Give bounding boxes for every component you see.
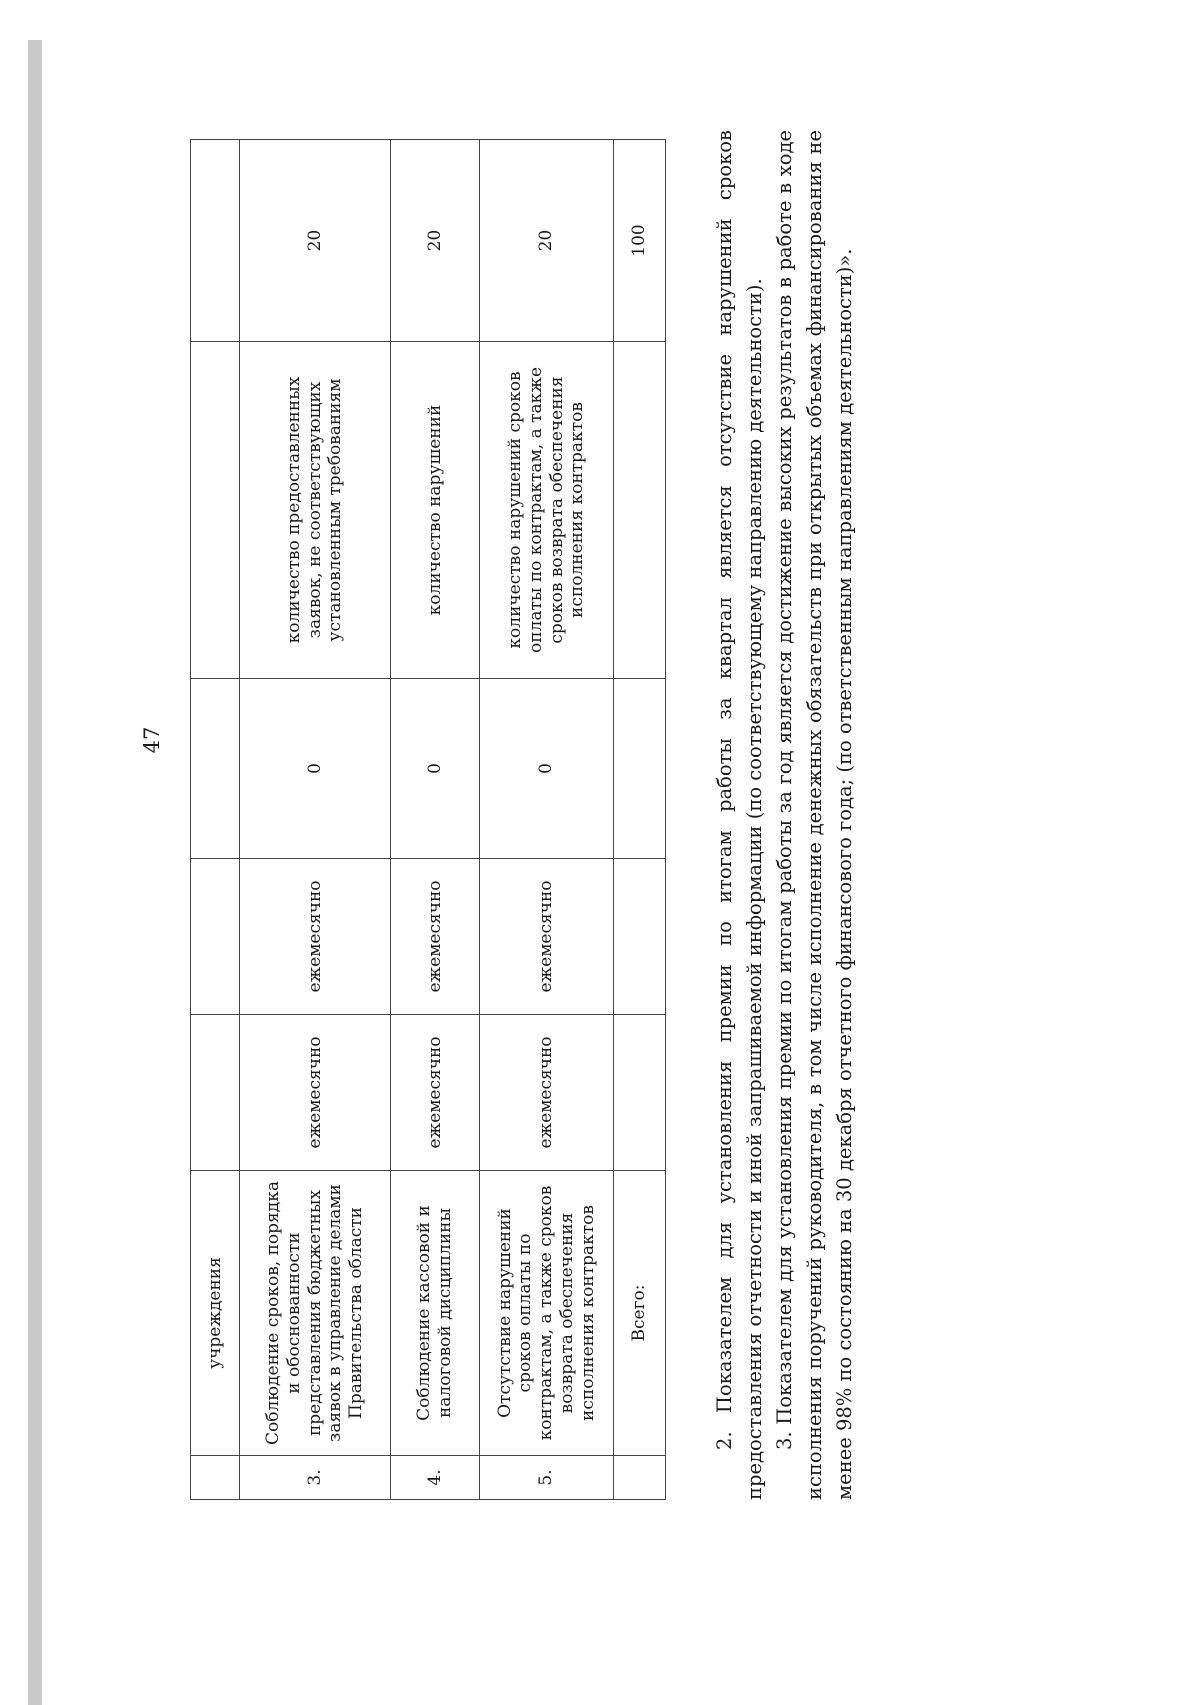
- table-row: [480, 140, 614, 1500]
- table-row: [240, 140, 391, 1500]
- measure-cell: количество предоставленных заявок, не соответствующих установленным требованиям: [240, 342, 391, 679]
- body-text: [710, 130, 860, 1500]
- period-cell: ежемесячно: [391, 859, 480, 1015]
- header-cell-measure: [191, 342, 240, 679]
- percent-cell: 20: [240, 140, 391, 342]
- criterion-name: Соблюдение кассовой и налоговой дисциплины: [391, 1171, 480, 1456]
- criteria-table: [190, 139, 666, 1500]
- total-num-cell: [614, 1456, 666, 1500]
- header-cell-period1: [191, 1015, 240, 1171]
- page-number: 47: [140, 726, 164, 754]
- header-cell-percent: [191, 140, 240, 342]
- measure-cell: количество нарушений: [391, 342, 480, 679]
- target-value: 0: [480, 679, 614, 859]
- total-empty-cell: [614, 1015, 666, 1171]
- total-label: Всего:: [614, 1171, 666, 1456]
- criterion-name: Соблюдение сроков, порядка и обоснованности представления бюджетных заявок в управление делами Правительства области: [240, 1171, 391, 1456]
- table-header-row: [191, 140, 240, 1500]
- total-empty-cell: [614, 679, 666, 859]
- total-empty-cell: [614, 342, 666, 679]
- criterion-name: Отсутствие нарушений сроков оплаты по контрактам, а также сроков возврата обеспечения исполнения контрактов: [480, 1171, 614, 1456]
- target-value: 0: [240, 679, 391, 859]
- header-cell-target: [191, 679, 240, 859]
- paragraph-3: 3. Показателем для установления премии по итогам работы за год является достижение высоких результатов в работе в ходе исполнения поручений руководителя, в том числе исполнение денежных обязательств при открытых объемах финансирования не менее 98% по состоянию на 30 декабря отчетного финансового года; (по ответственным направлениям деятельности)».: [773, 130, 856, 1500]
- paragraph-2: 2. Показателем для установления премии по итогам работы за квартал является отсутствие нарушений сроков предоставления отчетности и иной запрашиваемой информации (по соответствующему направлению деятельности).: [713, 130, 766, 1500]
- header-cell-num: [191, 1456, 240, 1500]
- row-number: 5.: [480, 1456, 614, 1500]
- period-cell: ежемесячно: [240, 859, 391, 1015]
- total-value: 100: [614, 140, 666, 342]
- period-cell: ежемесячно: [480, 1015, 614, 1171]
- total-row: [614, 140, 666, 1500]
- measure-cell: количество нарушений сроков оплаты по контрактам, а также сроков возврата обеспечения исполнения контрактов: [480, 342, 614, 679]
- total-empty-cell: [614, 859, 666, 1015]
- period-cell: ежемесячно: [480, 859, 614, 1015]
- row-number: 3.: [240, 1456, 391, 1500]
- header-cell-name: учреждения: [191, 1171, 240, 1456]
- document-page: [0, 60, 1180, 1660]
- period-cell: ежемесячно: [240, 1015, 391, 1171]
- percent-cell: 20: [391, 140, 480, 342]
- period-cell: ежемесячно: [391, 1015, 480, 1171]
- percent-cell: 20: [480, 140, 614, 342]
- header-cell-period2: [191, 859, 240, 1015]
- row-number: 4.: [391, 1456, 480, 1500]
- target-value: 0: [391, 679, 480, 859]
- table-row: [391, 140, 480, 1500]
